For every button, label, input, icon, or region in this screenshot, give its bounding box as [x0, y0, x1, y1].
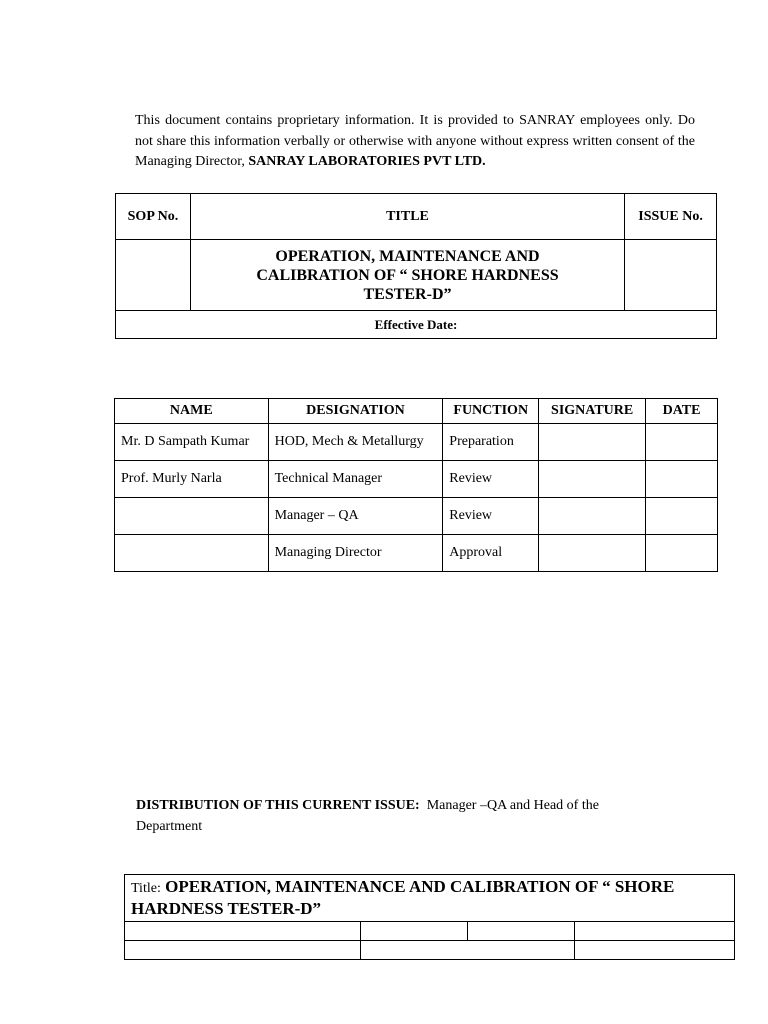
effective-date: Effective Date:: [116, 311, 717, 339]
distribution-value: Manager –QA and Head of the Department: [136, 798, 599, 834]
footer-title-cell: [125, 875, 735, 922]
notice-text: This document contains proprietary information. It is provided to SANRAY employees only. Do not share this information verbally or otherwise with anyone without express written consent of the Managing Director,: [135, 113, 695, 169]
table-row: [125, 922, 735, 941]
date-cell: [646, 424, 718, 461]
table-row: [125, 941, 735, 960]
footer-cell: [575, 941, 735, 960]
sop-title-line: TESTER-D”: [363, 285, 452, 303]
designation-cell: HOD, Mech & Metallurgy: [268, 424, 443, 461]
name-cell: Mr. D Sampath Kumar: [115, 424, 269, 461]
date-cell: [646, 461, 718, 498]
company-name: SANRAY LABORATORIES PVT LTD.: [248, 154, 486, 169]
footer-cell: [360, 922, 468, 941]
function-cell: Review: [443, 498, 539, 535]
footer-cell: [125, 941, 361, 960]
column-header: SIGNATURE: [539, 399, 646, 424]
column-header: DATE: [646, 399, 718, 424]
date-cell: [646, 535, 718, 572]
sop-title-line: OPERATION, MAINTENANCE AND: [275, 247, 540, 265]
signature-cell: [539, 535, 646, 572]
column-header: FUNCTION: [443, 399, 539, 424]
sop-no-cell: [116, 240, 191, 311]
footer-title-label: Title:: [131, 881, 161, 896]
sop-title-cell: [190, 240, 624, 311]
approval-table: [114, 398, 718, 572]
sop-header-table: [115, 193, 717, 339]
designation-cell: Managing Director: [268, 535, 443, 572]
footer-cell: [125, 922, 361, 941]
signature-cell: [539, 498, 646, 535]
footer-title-text: OPERATION, MAINTENANCE AND CALIBRATION OF “ SHORE HARDNESS TESTER-D”: [131, 877, 675, 918]
column-header: DESIGNATION: [268, 399, 443, 424]
designation-cell: Technical Manager: [268, 461, 443, 498]
name-cell: Prof. Murly Narla: [115, 461, 269, 498]
signature-cell: [539, 461, 646, 498]
footer-title-table: [124, 874, 735, 960]
table-row: [115, 498, 718, 535]
function-cell: Preparation: [443, 424, 539, 461]
distribution-label: DISTRIBUTION OF THIS CURRENT ISSUE:: [136, 798, 420, 813]
function-cell: Approval: [443, 535, 539, 572]
name-cell: [115, 535, 269, 572]
title-header: TITLE: [190, 194, 624, 240]
footer-cell: [360, 941, 575, 960]
signature-cell: [539, 424, 646, 461]
distribution-line: [136, 795, 656, 837]
function-cell: Review: [443, 461, 539, 498]
name-cell: [115, 498, 269, 535]
date-cell: [646, 498, 718, 535]
footer-cell: [468, 922, 575, 941]
table-row: [115, 535, 718, 572]
confidentiality-notice: [135, 111, 695, 173]
issue-no-cell: [625, 240, 717, 311]
sop-title-line: CALIBRATION OF “ SHORE HARDNESS: [256, 266, 559, 284]
issue-no-header: ISSUE No.: [625, 194, 717, 240]
sop-no-header: SOP No.: [116, 194, 191, 240]
designation-cell: Manager – QA: [268, 498, 443, 535]
footer-cell: [575, 922, 735, 941]
table-row: [115, 461, 718, 498]
column-header: NAME: [115, 399, 269, 424]
table-row: [115, 424, 718, 461]
